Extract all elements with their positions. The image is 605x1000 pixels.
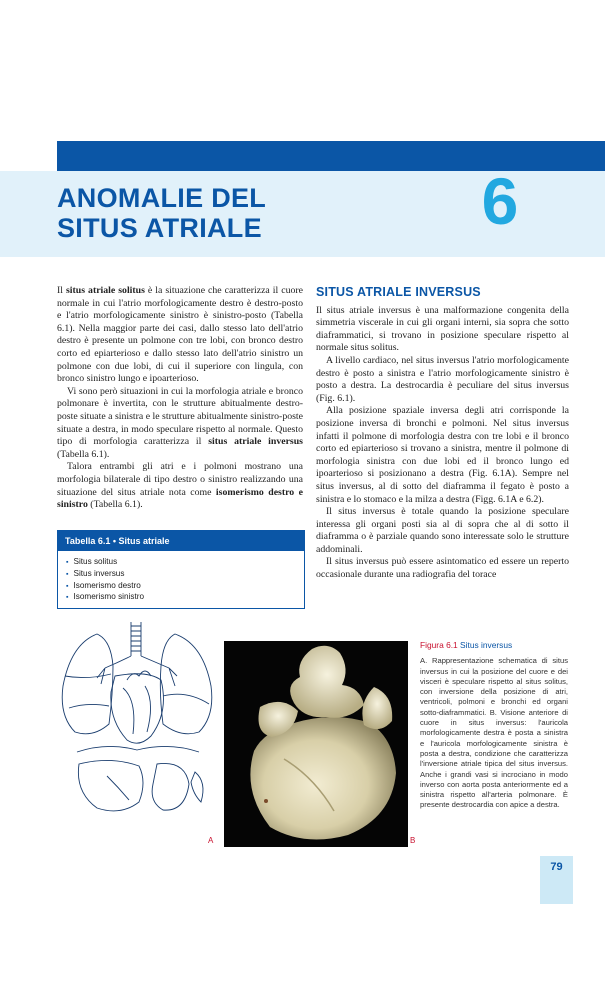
chapter-title-line2: SITUS ATRIALE bbox=[57, 213, 262, 243]
heart-specimen-image bbox=[224, 641, 408, 847]
chapter-title-line1: ANOMALIE DEL bbox=[57, 183, 267, 213]
paragraph-r2: A livello cardiaco, nel situs inversus l'atrio morfologicamente destro è posto a sinistra e l'atrio morfologicamente sinistro è posto a destra. La destrocardia è peculiare del situs inversus (Fig. 6.1). bbox=[316, 354, 569, 404]
paragraph-r1: Il situs atriale inversus è una malformazione congenita della simmetria viscerale in cui gli organi interni, sia sopra che sotto diaframmatici, si trovano in posizione speculare rispetto al normale situs solitus. bbox=[316, 304, 569, 354]
list-item: ▪ Situs inversus bbox=[66, 569, 296, 581]
chapter-number: 6 bbox=[481, 164, 519, 238]
paragraph-1: Il situs atriale solitus è la situazione che caratterizza il cuore normale in cui l'atrio morfologicamente destro è destro-posto e l'atrio morfologicamente sinistro è sinistro-posto (Tabella 6.1). Nella maggior parte dei casi, dallo stesso lato dell'atrio destro è presente un polmone con tre lobi, con bronco destro corto ed epiarterioso e dallo stesso lato dell'atrio sinistro un polmone con due lobi, di cui il superiore con lingula, con bronco sinistro lungo e ipoarterioso. bbox=[57, 285, 303, 385]
table-6-1 bbox=[57, 530, 305, 609]
figure-b-photo bbox=[224, 641, 408, 847]
page-number: 79 bbox=[550, 861, 563, 873]
chapter-title bbox=[57, 183, 447, 243]
paragraph-2: Vi sono però situazioni in cui la morfologia atriale e bronco polmonare è invertita, con le strutture abitualmente destro-poste situate a sinistra e le strutture abitualmente sinistro-poste situate a destra, in modo speculare rispetto al normale. Questo tipo di morfologia caratterizza il situs atriale inversus (Tabella 6.1). bbox=[57, 385, 303, 460]
table-list bbox=[58, 551, 304, 608]
list-item: ▪ Situs solitus bbox=[66, 557, 296, 569]
paragraph-r3: Alla posizione spaziale inversa degli atri corrisponde la posizione inversa di bronchi e polmoni. Nel situs inversus infatti il polmone di morfologia destra con tre lobi e il bronco corto ed epiarterioso si trovano a sinistra, mentre il polmone di morfologia sinistra con due lobi ed il bronco lungo ed ipoarterioso si posizionano a destra (Fig. 6.1A). Sempre nel situs inversus, al di sotto del diaframma il fegato è posto a sinistra e lo stomaco e la milza a destra (Figg. 6.1A e 6.2). bbox=[316, 405, 569, 505]
list-item: ▪ Isomerismo sinistro bbox=[66, 592, 296, 604]
paragraph-r4: Il situs inversus è totale quando la posizione speculare interessa gli organi posti sia al di sopra che al di sotto il diaframma o è parziale quando sono interessate solo le strutture addominali. bbox=[316, 506, 569, 555]
table-title: Tabella 6.1 • Situs atriale bbox=[58, 531, 304, 551]
figure-label-a: A bbox=[208, 836, 214, 845]
right-column bbox=[316, 286, 569, 582]
left-column bbox=[57, 285, 303, 512]
caption-text: A. Rappresentazione schematica di situs inversus in cui la posizione del cuore e dei visceri è speculare rispetto al situs solitus, con inversione della posizione di atri, ventricoli, polmoni e bronchi ed organi sotto-diaframmatici. B. Visione anteriore di cuore in situs inversus: l'auricola morfologicamente destra è posta a sinistra e l'auricola morfologicamente sinistra è posta a destra, condizione che caratterizza l'inversione atriale tipica del situs inversus. Anche i grandi vasi si incrociano in modo inverso con aorta posta anteriormente ed a sinistra rispetto all'arteria polmonare. È presente destrocardia con apice a destra. bbox=[420, 656, 568, 810]
paragraph-r5: Il situs inversus può essere asintomatico ed essere un reperto occasionale durante una radiografia del torace bbox=[316, 556, 569, 581]
figure-a-schematic bbox=[57, 616, 217, 846]
page-number-box bbox=[540, 856, 573, 904]
figure-label-b: B bbox=[410, 836, 416, 845]
paragraph-3: Talora entrambi gli atri e i polmoni mostrano una morfologia bilaterale di tipo destro o sinistro realizzando una situazione del situs atriale nota come isomerismo destro e sinistro (Tabella 6.1). bbox=[57, 461, 303, 511]
list-item: ▪ Isomerismo destro bbox=[66, 581, 296, 593]
figure-caption bbox=[420, 640, 568, 811]
chapter-title-box bbox=[0, 164, 605, 257]
section-heading: SITUS ATRIALE INVERSUS bbox=[316, 285, 481, 299]
caption-title: Figura 6.1 Situs inversus bbox=[420, 640, 513, 650]
